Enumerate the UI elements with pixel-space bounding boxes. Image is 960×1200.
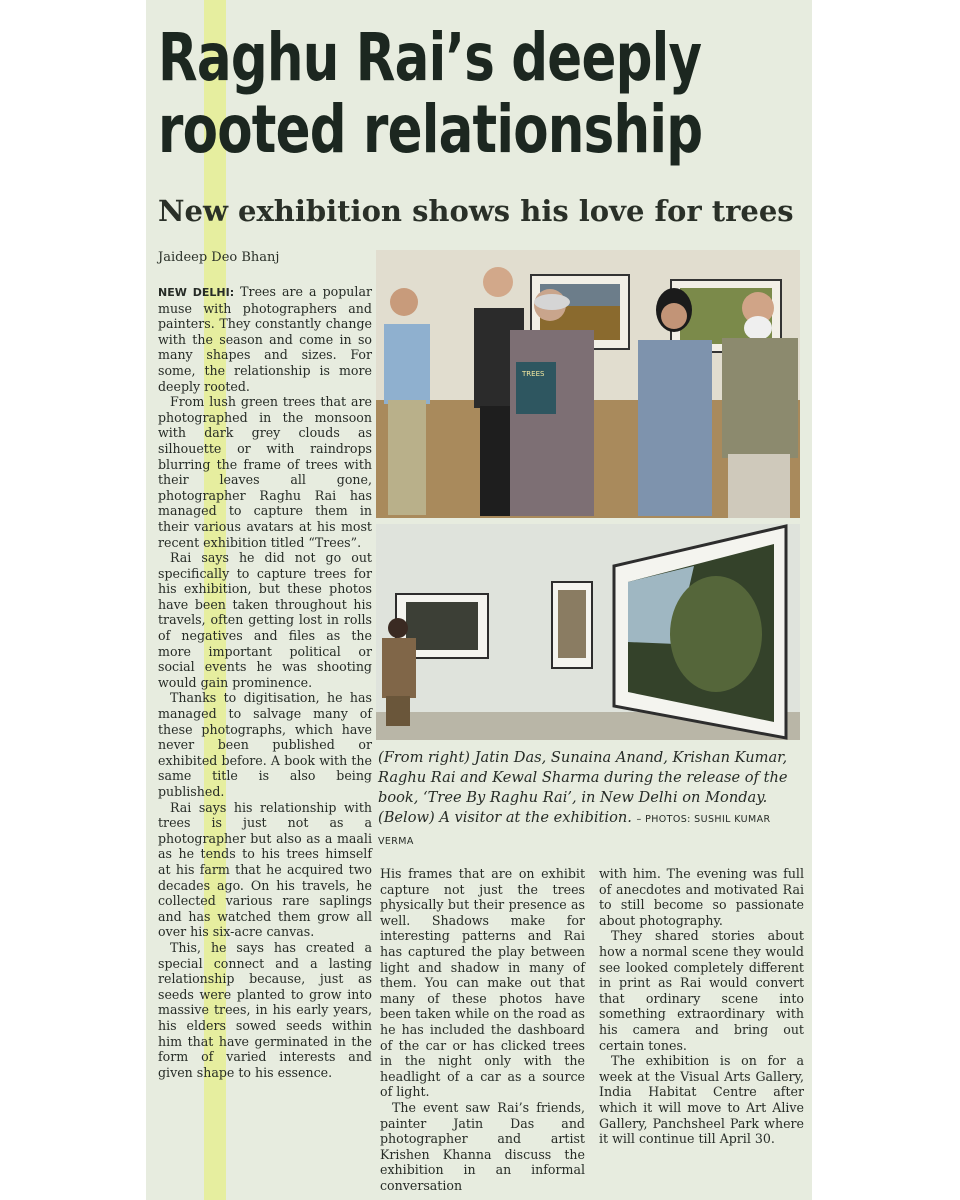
caption-text: (From right) Jatin Das, Sunaina Anand, Krishan Kumar, Raghu Rai and Kewal Sharma during the release of the book, ‘Tree By Raghu Rai’, in New Delhi on Monday. (Below) A visitor at the exhibition.: [378, 749, 788, 826]
article-column-3: [599, 866, 804, 1147]
paragraph: They shared stories about how a normal scene they would see looked completely different in print as Rai would convert that ordinary scene into something extraordinary with his camera and bring out certain tones.: [599, 928, 804, 1053]
byline: Jaideep Deo Bhanj: [158, 250, 280, 265]
paragraph: Thanks to digitisation, he has managed to salvage many of these photographs, which have never been published or exhibited before. A book with the same title is also being published.: [158, 690, 372, 799]
paragraph: From lush green trees that are photographed in the monsoon with dark grey clouds as silhouette or with raindrops blurring the frame of trees with their leaves all gone, photographer Raghu Rai has managed to capture them in their various avatars at his most recent exhibition titled “Trees”.: [158, 394, 372, 550]
headline-line-1: Raghu Rai’s deeply: [158, 19, 702, 96]
dateline: NEW DELHI:: [158, 286, 235, 299]
paragraph: Rai says his relationship with trees is just not as a photographer but also as a maali as he tends to his trees himself at his farm that he acquired two decades ago. On his travels, he collected various rare saplings and has watched them grow all over his six-acre canvas.: [158, 799, 372, 940]
paragraph: His frames that are on exhibit capture not just the trees physically but their presence as well. Shadows make for interesting patterns and Rai has captured the play between light and shadow in many of them. You can make out that many of these photos have been taken while on the road as he has included the dashboard of the car or has clicked trees in the night only with the headlight of a car as a source of light.: [380, 866, 585, 1100]
event-photo: [376, 250, 800, 518]
paragraph: The exhibition is on for a week at the Visual Arts Gallery, India Habitat Centre after which it will move to Art Alive Gallery, Panchsheel Park where it will continue till April 30.: [599, 1053, 804, 1147]
gallery-photo: [376, 524, 800, 740]
paragraph: Rai says he did not go out specifically to capture trees for his exhibition, but these photos have been taken throughout his travels, often getting lost in rolls of negatives and files as the more important political or social events he was shooting would gain prominence.: [158, 550, 372, 690]
paragraph: NEW DELHI: Trees are a popular muse with photographers and painters. They constantly change with the season and come in so many shapes and sizes. For some, the relationship is more deeply rooted.: [158, 284, 372, 394]
newspaper-clipping: [146, 0, 812, 1200]
paragraph: with him. The evening was full of anecdotes and motivated Rai to still become so passionate about photography.: [599, 866, 804, 928]
photo-caption: [378, 748, 798, 852]
paragraph: This, he says has created a special connect and a lasting relationship because, just as seeds were planted to grow into massive trees, in his early years, his elders sowed seeds within him that have germinated in the form of varied interests and given shape to his essence.: [158, 939, 372, 1080]
headline-line-2: rooted relationship: [158, 91, 703, 168]
article-column-2: [380, 866, 585, 1193]
photo-credit: – PHOTOS: SUSHIL KUMAR VERMA: [378, 814, 771, 847]
headline: [158, 19, 703, 168]
subheadline: New exhibition shows his love for trees: [158, 194, 794, 228]
article-column-1: [158, 284, 372, 1080]
book-cover-title: TREES: [522, 370, 545, 378]
paragraph: The event saw Rai’s friends, painter Jatin Das and photographer and artist Krishen Khanna discuss the exhibition in an informal conversation: [380, 1099, 585, 1193]
